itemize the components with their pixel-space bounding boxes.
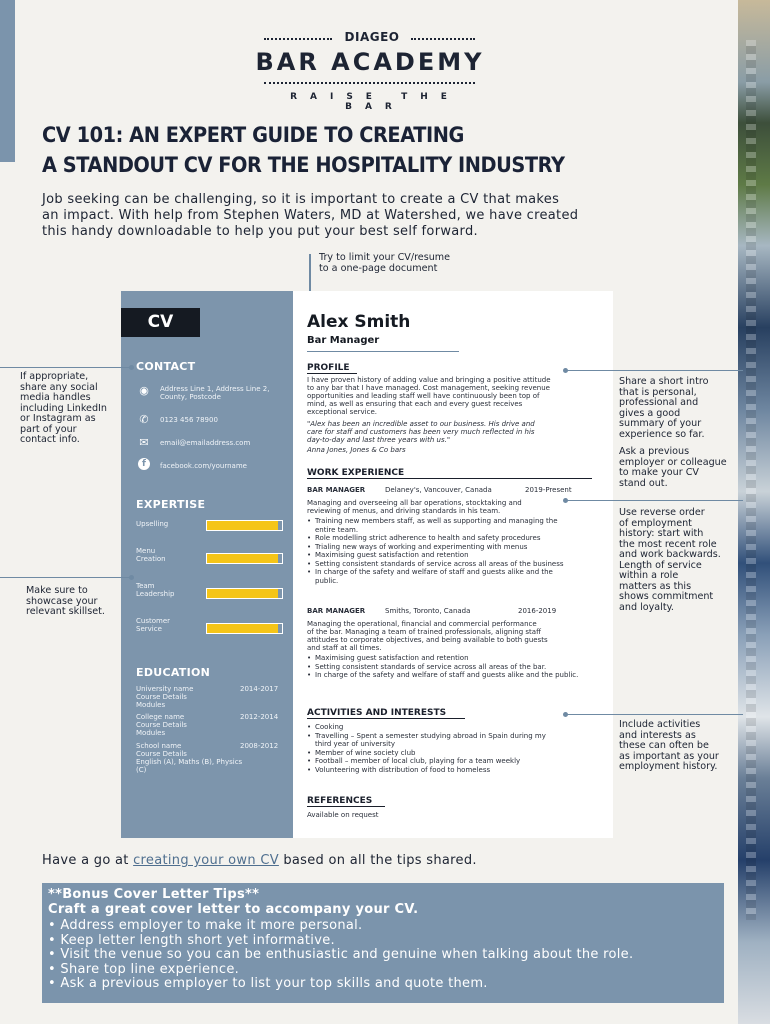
list-item: • Keep letter length short yet informative. bbox=[48, 932, 335, 948]
job-description bbox=[307, 499, 607, 515]
job-description bbox=[307, 620, 607, 652]
note-line: Use reverse order bbox=[619, 507, 705, 518]
note-skills bbox=[26, 586, 126, 618]
cta-text: based on all the tips shared. bbox=[278, 853, 477, 868]
desc-line: of the bar. Managing a team of trained professionals, aligning staff bbox=[307, 628, 541, 636]
bonus-tips-list bbox=[42, 919, 724, 992]
education-heading: EDUCATION bbox=[136, 666, 211, 679]
note-line: summary of your bbox=[619, 418, 702, 429]
list-item: • Share top line experience. bbox=[48, 961, 240, 977]
education-line: University name bbox=[136, 685, 194, 693]
name-underline bbox=[307, 351, 459, 352]
list-item: • Maximising guest satisfaction and retention bbox=[315, 654, 585, 663]
heading-underline bbox=[307, 806, 385, 807]
note-line: showcase your bbox=[26, 595, 98, 607]
education-line: Course Details bbox=[136, 693, 187, 701]
note-line: matters as this bbox=[619, 580, 692, 592]
note-line: of employment bbox=[619, 517, 692, 529]
note-line: within a role bbox=[619, 570, 679, 581]
desc-line: Managing and overseeing all bar operations, stocktaking and bbox=[307, 499, 522, 507]
note-line: Ask a previous bbox=[619, 446, 690, 457]
education-years: 2014-2017 bbox=[240, 685, 279, 693]
skill-label-line: Customer bbox=[136, 617, 171, 625]
skill-label-line: Creation bbox=[136, 555, 166, 563]
callout-line bbox=[565, 370, 743, 371]
note-line: gives a good bbox=[619, 407, 681, 419]
note-reverse bbox=[619, 508, 744, 613]
education-years: 2008-2012 bbox=[240, 742, 279, 750]
list-item: • Setting consistent standards of service across all areas of the bar. bbox=[315, 663, 585, 672]
skill-level-fill bbox=[207, 521, 278, 530]
job-bullets bbox=[307, 654, 585, 680]
list-item: • Volunteering with distribution of food to homeless bbox=[315, 766, 555, 775]
note-line: employment history. bbox=[619, 761, 718, 772]
note-line: that is personal, bbox=[619, 386, 697, 398]
note-line: relevant skillset. bbox=[26, 606, 105, 617]
skill-level-bar bbox=[206, 553, 283, 564]
note-intro bbox=[619, 377, 744, 489]
skill-level-bar bbox=[206, 588, 283, 599]
desc-line: and staff at all times. bbox=[307, 644, 382, 652]
callout-line bbox=[565, 714, 743, 715]
create-cv-link[interactable]: creating your own CV bbox=[133, 853, 279, 868]
cv-name: Alex Smith bbox=[307, 312, 411, 332]
callout-dot bbox=[563, 712, 568, 717]
callout-dot bbox=[129, 365, 134, 370]
list-item: • In charge of the safety and welfare of staff and guests alike and the public. bbox=[315, 568, 575, 585]
note-line: media handles bbox=[20, 392, 91, 403]
intro-line: this handy downloadable to help you put your best self forward. bbox=[42, 224, 478, 239]
profile-line: exceptional service. bbox=[307, 408, 377, 416]
education-line: School name bbox=[136, 742, 182, 750]
heading-underline bbox=[307, 478, 592, 479]
note-line: If appropriate, bbox=[20, 371, 89, 382]
cta-text: Have a go at bbox=[42, 853, 134, 868]
profile-line: opportunities and leading staff well have continuously been top of bbox=[307, 392, 540, 400]
brand-bar-academy: BAR ACADEMY bbox=[255, 48, 485, 76]
note-line: Try to limit your CV/resume bbox=[319, 252, 451, 263]
callout-line bbox=[565, 500, 743, 501]
note-line: or Instagram as bbox=[20, 413, 96, 424]
intro-line: Job seeking can be challenging, so it is important to create a CV that makes bbox=[42, 192, 560, 207]
note-line: and interests as bbox=[619, 729, 696, 741]
location-pin-icon: ◉ bbox=[139, 384, 149, 397]
references-heading: REFERENCES bbox=[307, 796, 373, 806]
expertise-heading: EXPERTISE bbox=[136, 498, 206, 511]
list-item: • Cooking bbox=[315, 723, 555, 732]
list-item: • Address employer to make it more personal. bbox=[48, 918, 363, 933]
contact-phone: 0123 456 78900 bbox=[160, 416, 218, 424]
cv-role: Bar Manager bbox=[307, 335, 380, 346]
quote-line: care for staff and customers has been very much reflected in his bbox=[307, 428, 535, 436]
list-item: • Member of wine society club bbox=[315, 749, 555, 758]
skill-label bbox=[136, 617, 170, 633]
brand-tagline: RAISE THE BAR bbox=[290, 92, 460, 112]
skill-label-line: Team bbox=[136, 582, 155, 590]
job-years: 2016-2019 bbox=[518, 607, 557, 615]
profile-line: mind, as well as ensuring that each and every guest receives bbox=[307, 400, 523, 408]
note-line: Length of service bbox=[619, 559, 702, 571]
skill-label-line: Upselling bbox=[136, 520, 169, 528]
bonus-tips-panel bbox=[42, 883, 724, 1003]
desc-line: Managing the operational, financial and commercial performance bbox=[307, 620, 537, 628]
logo-dots-left bbox=[264, 38, 332, 40]
skill-level-fill bbox=[207, 554, 278, 563]
title-line-1: CV 101: AN EXPERT GUIDE TO CREATING bbox=[42, 123, 464, 148]
cta-line bbox=[42, 853, 477, 868]
intro-paragraph bbox=[42, 192, 682, 240]
education-years: 2012-2014 bbox=[240, 713, 279, 721]
facebook-icon: f bbox=[138, 458, 150, 470]
work-heading: WORK EXPERIENCE bbox=[307, 468, 405, 478]
profile-heading: PROFILE bbox=[307, 363, 350, 373]
email-icon: ✉ bbox=[139, 436, 149, 449]
note-line: to a one-page document bbox=[319, 262, 438, 274]
bonus-subheading: Craft a great cover letter to accompany your CV. bbox=[48, 902, 419, 917]
note-activities bbox=[619, 720, 744, 773]
note-line: history: start with bbox=[619, 528, 704, 539]
note-social bbox=[20, 372, 120, 446]
skill-label bbox=[136, 520, 168, 528]
list-item: • Maximising guest satisfaction and retention bbox=[315, 551, 575, 560]
callout-dot bbox=[129, 575, 134, 580]
logo-dots-bottom bbox=[264, 82, 475, 84]
list-item: • Ask a previous employer to list your top skills and quote them. bbox=[48, 976, 488, 991]
education-entry bbox=[136, 685, 246, 709]
note-line: contact info. bbox=[20, 434, 80, 445]
skill-level-fill bbox=[207, 589, 278, 598]
list-item: • Role modelling strict adherence to health and safety procedures bbox=[315, 534, 575, 543]
list-item: • Visit the venue so you can be enthusiastic and genuine when talking about the role. bbox=[48, 947, 634, 962]
skill-label-line: Service bbox=[136, 625, 162, 633]
education-entry bbox=[136, 742, 246, 774]
note-line: to make your CV bbox=[619, 467, 699, 478]
note-line: as important as your bbox=[619, 750, 719, 762]
list-item: • Football – member of local club, playing for a team weekly bbox=[315, 757, 555, 766]
note-limit bbox=[319, 253, 499, 274]
callout-line bbox=[0, 367, 132, 368]
note-line: and loyalty. bbox=[619, 601, 674, 613]
address-line: Address Line 1, Address Line 2, bbox=[160, 385, 270, 393]
phone-icon: ✆ bbox=[139, 413, 149, 426]
contact-email: email@emailaddress.com bbox=[160, 439, 251, 447]
education-entry bbox=[136, 713, 246, 737]
skill-label bbox=[136, 582, 174, 598]
bonus-heading: **Bonus Cover Letter Tips** bbox=[48, 887, 260, 902]
list-item: • In charge of the safety and welfare of staff and guests alike and the public. bbox=[315, 671, 585, 680]
address-line: County, Postcode bbox=[160, 393, 221, 401]
job-place: Smiths, Toronto, Canada bbox=[385, 607, 471, 615]
intro-line: an impact. With help from Stephen Waters, MD at Watershed, we have created bbox=[42, 208, 579, 223]
brand-diageo: DIAGEO bbox=[344, 30, 400, 44]
education-line: Modules bbox=[136, 729, 166, 737]
note-line: the most recent role bbox=[619, 538, 717, 550]
education-line: Modules bbox=[136, 701, 166, 709]
note-line: professional and bbox=[619, 397, 699, 408]
decorative-texture bbox=[746, 40, 756, 920]
education-line: College name bbox=[136, 713, 185, 721]
desc-line: attitudes to corporate objectives, and being available to both guests bbox=[307, 636, 548, 644]
left-accent-bar bbox=[0, 0, 15, 162]
profile-quote bbox=[307, 420, 607, 444]
job-title: BAR MANAGER bbox=[307, 607, 366, 615]
profile-text bbox=[307, 376, 607, 416]
profile-line: I have proven history of adding value and bringing a positive attitude bbox=[307, 376, 551, 384]
list-item: • Travelling – Spent a semester studying abroad in Spain during my third year of university bbox=[315, 732, 555, 749]
quote-author: Anna Jones, Jones & Co bars bbox=[307, 446, 406, 454]
job-title: BAR MANAGER bbox=[307, 486, 366, 494]
note-line: part of your bbox=[20, 423, 77, 435]
note-line: share any social bbox=[20, 381, 98, 393]
callout-dot bbox=[563, 368, 568, 373]
education-line: English (A), Maths (B), Physics (C) bbox=[136, 758, 243, 774]
heading-underline bbox=[307, 373, 357, 374]
activities-heading: ACTIVITIES AND INTERESTS bbox=[307, 708, 447, 718]
activities-bullets bbox=[307, 723, 555, 774]
note-line: shows commitment bbox=[619, 591, 714, 602]
list-item: • Setting consistent standards of service across all areas of the business bbox=[315, 560, 575, 569]
skill-label-line: Menu bbox=[136, 547, 156, 555]
cv-tag: CV bbox=[121, 308, 200, 337]
note-line: and work backwards. bbox=[619, 549, 721, 560]
note-line: employer or colleague bbox=[619, 456, 727, 468]
skill-label bbox=[136, 547, 166, 563]
skill-level-bar bbox=[206, 520, 283, 531]
education-line: Course Details bbox=[136, 721, 187, 729]
note-line: these can often be bbox=[619, 740, 709, 751]
job-place: Delaney's, Vancouver, Canada bbox=[385, 486, 492, 494]
callout-dot bbox=[563, 498, 568, 503]
list-item: • Training new members staff, as well as supporting and managing the entire team. bbox=[315, 517, 575, 534]
profile-line: to any bar that I have managed. Cost management, seeking revenue bbox=[307, 384, 550, 392]
note-line: including LinkedIn bbox=[20, 402, 107, 414]
note-line: stand out. bbox=[619, 477, 668, 489]
skill-level-fill bbox=[207, 624, 278, 633]
list-item: • Trialing new ways of working and experimenting with menus bbox=[315, 543, 575, 552]
note-line: Make sure to bbox=[26, 585, 88, 596]
logo-dots-right bbox=[411, 38, 475, 40]
desc-line: reviewing of menus, and driving standards in his team. bbox=[307, 507, 501, 515]
skill-level-bar bbox=[206, 623, 283, 634]
quote-line: day-to-day and last three years with us." bbox=[307, 436, 451, 444]
page-title bbox=[42, 121, 618, 181]
note-line: experience so far. bbox=[619, 428, 705, 440]
contact-address bbox=[160, 385, 290, 401]
callout-line bbox=[0, 577, 132, 578]
job-years: 2019-Present bbox=[525, 486, 572, 494]
heading-underline bbox=[307, 718, 465, 719]
note-line: Include activities bbox=[619, 719, 701, 730]
contact-facebook: facebook.com/yourname bbox=[160, 462, 247, 470]
references-text: Available on request bbox=[307, 811, 379, 819]
note-line: Share a short intro bbox=[619, 376, 709, 387]
title-line-2: A STANDOUT CV FOR THE HOSPITALITY INDUSTRY bbox=[42, 153, 565, 178]
education-line: Course Details bbox=[136, 750, 187, 758]
skill-label-line: Leadership bbox=[136, 590, 175, 598]
quote-line: "Alex has been an incredible asset to our business. His drive and bbox=[307, 420, 535, 428]
job-bullets bbox=[307, 517, 575, 585]
contact-heading: CONTACT bbox=[136, 360, 196, 373]
